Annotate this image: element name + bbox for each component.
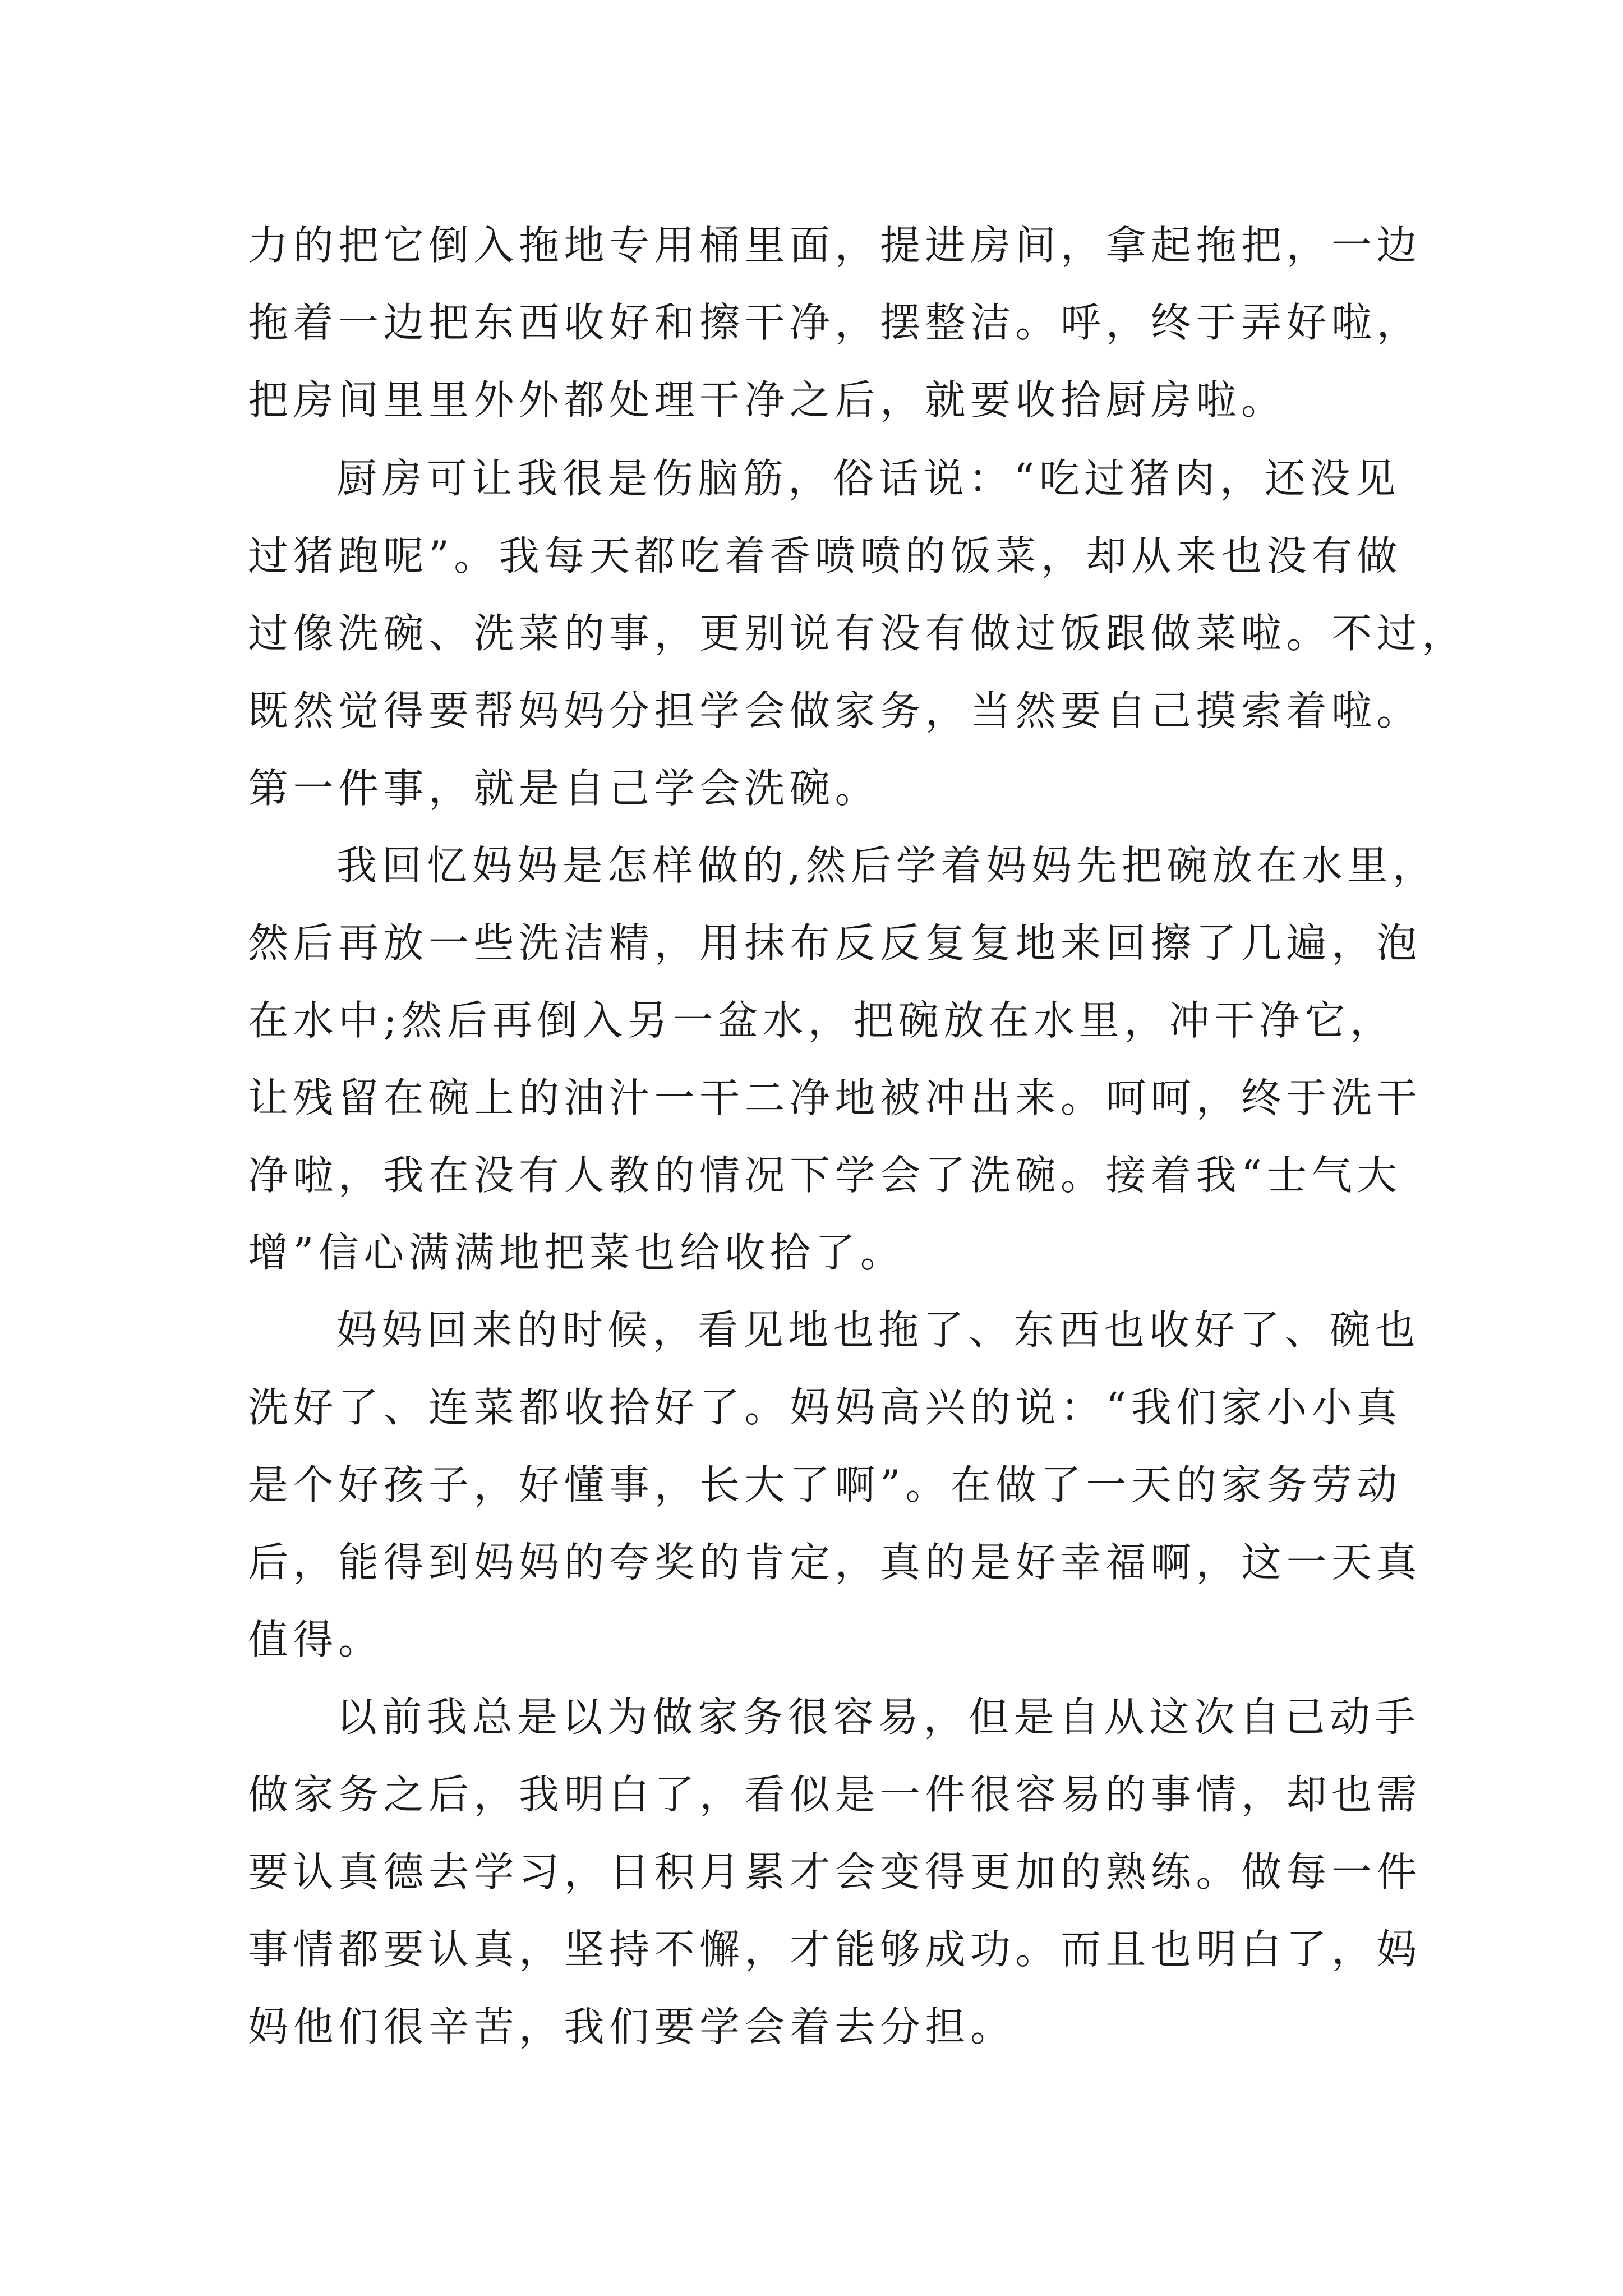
paragraph-first-line: 厨房可让我很是伤脑筋，俗话说：“吃过猪肉，还没见 xyxy=(336,455,1400,502)
text-line: 要认真德去学习，日积月累才会变得更加的熟练。做每一件 xyxy=(248,1848,1422,1895)
text-line: 在水中;然后再倒入另一盆水，把碗放在水里，冲干净它， xyxy=(248,997,1395,1044)
text-line: 既然觉得要帮妈妈分担学会做家务，当然要自己摸索着啦。 xyxy=(248,687,1422,734)
text-line: 力的把它倒入拖地专用桶里面，提进房间，拿起拖把，一边 xyxy=(248,222,1422,269)
paragraph-first-line: 妈妈回来的时候，看见地也拖了、东西也收好了、碗也 xyxy=(336,1306,1421,1354)
text-line: 把房间里里外外都处理干净之后，就要收拾厨房啦。 xyxy=(248,376,1287,424)
text-line: 做家务之后，我明白了，看似是一件很容易的事情，却也需 xyxy=(248,1771,1422,1818)
text-line: 洗好了、连菜都收拾好了。妈妈高兴的说：“我们家小小真 xyxy=(248,1384,1402,1431)
text-line: 然后再放一些洗洁精，用抹布反反复复地来回擦了几遍，泡 xyxy=(248,919,1422,967)
text-line: 第一件事，就是自己学会洗碗。 xyxy=(248,765,880,812)
paragraph-first-line: 以前我总是以为做家务很容易，但是自从这次自己动手 xyxy=(336,1694,1421,1741)
text-line: 事情都要认真，坚持不懈，才能够成功。而且也明白了，妈 xyxy=(248,1926,1422,1973)
text-line: 值得。 xyxy=(248,1616,384,1663)
text-line: 妈他们很辛苦，我们要学会着去分担。 xyxy=(248,2003,1016,2050)
text-line: 是个好孩子，好懂事，长大了啊”。在做了一天的家务劳动 xyxy=(248,1461,1402,1508)
paragraph-first-line: 我回忆妈妈是怎样做的,然后学着妈妈先把碗放在水里， xyxy=(336,842,1438,889)
text-line: 后，能得到妈妈的夸奖的肯定，真的是好幸福啊，这一天真 xyxy=(248,1539,1422,1586)
text-line: 让残留在碗上的油汁一干二净地被冲出来。呵呵，终于洗干 xyxy=(248,1074,1422,1121)
text-line: 净啦，我在没有人教的情况下学会了洗碗。接着我“士气大 xyxy=(248,1152,1402,1199)
text-line: 增”信心满满地把菜也给收拾了。 xyxy=(248,1229,906,1276)
text-line: 过猪跑呢”。我每天都吃着香喷喷的饭菜，却从来也没有做 xyxy=(248,532,1402,579)
text-line: 拖着一边把东西收好和擦干净，摆整洁。呼，终于弄好啦， xyxy=(248,299,1422,346)
text-line: 过像洗碗、洗菜的事，更别说有没有做过饭跟做菜啦。不过， xyxy=(248,610,1467,657)
